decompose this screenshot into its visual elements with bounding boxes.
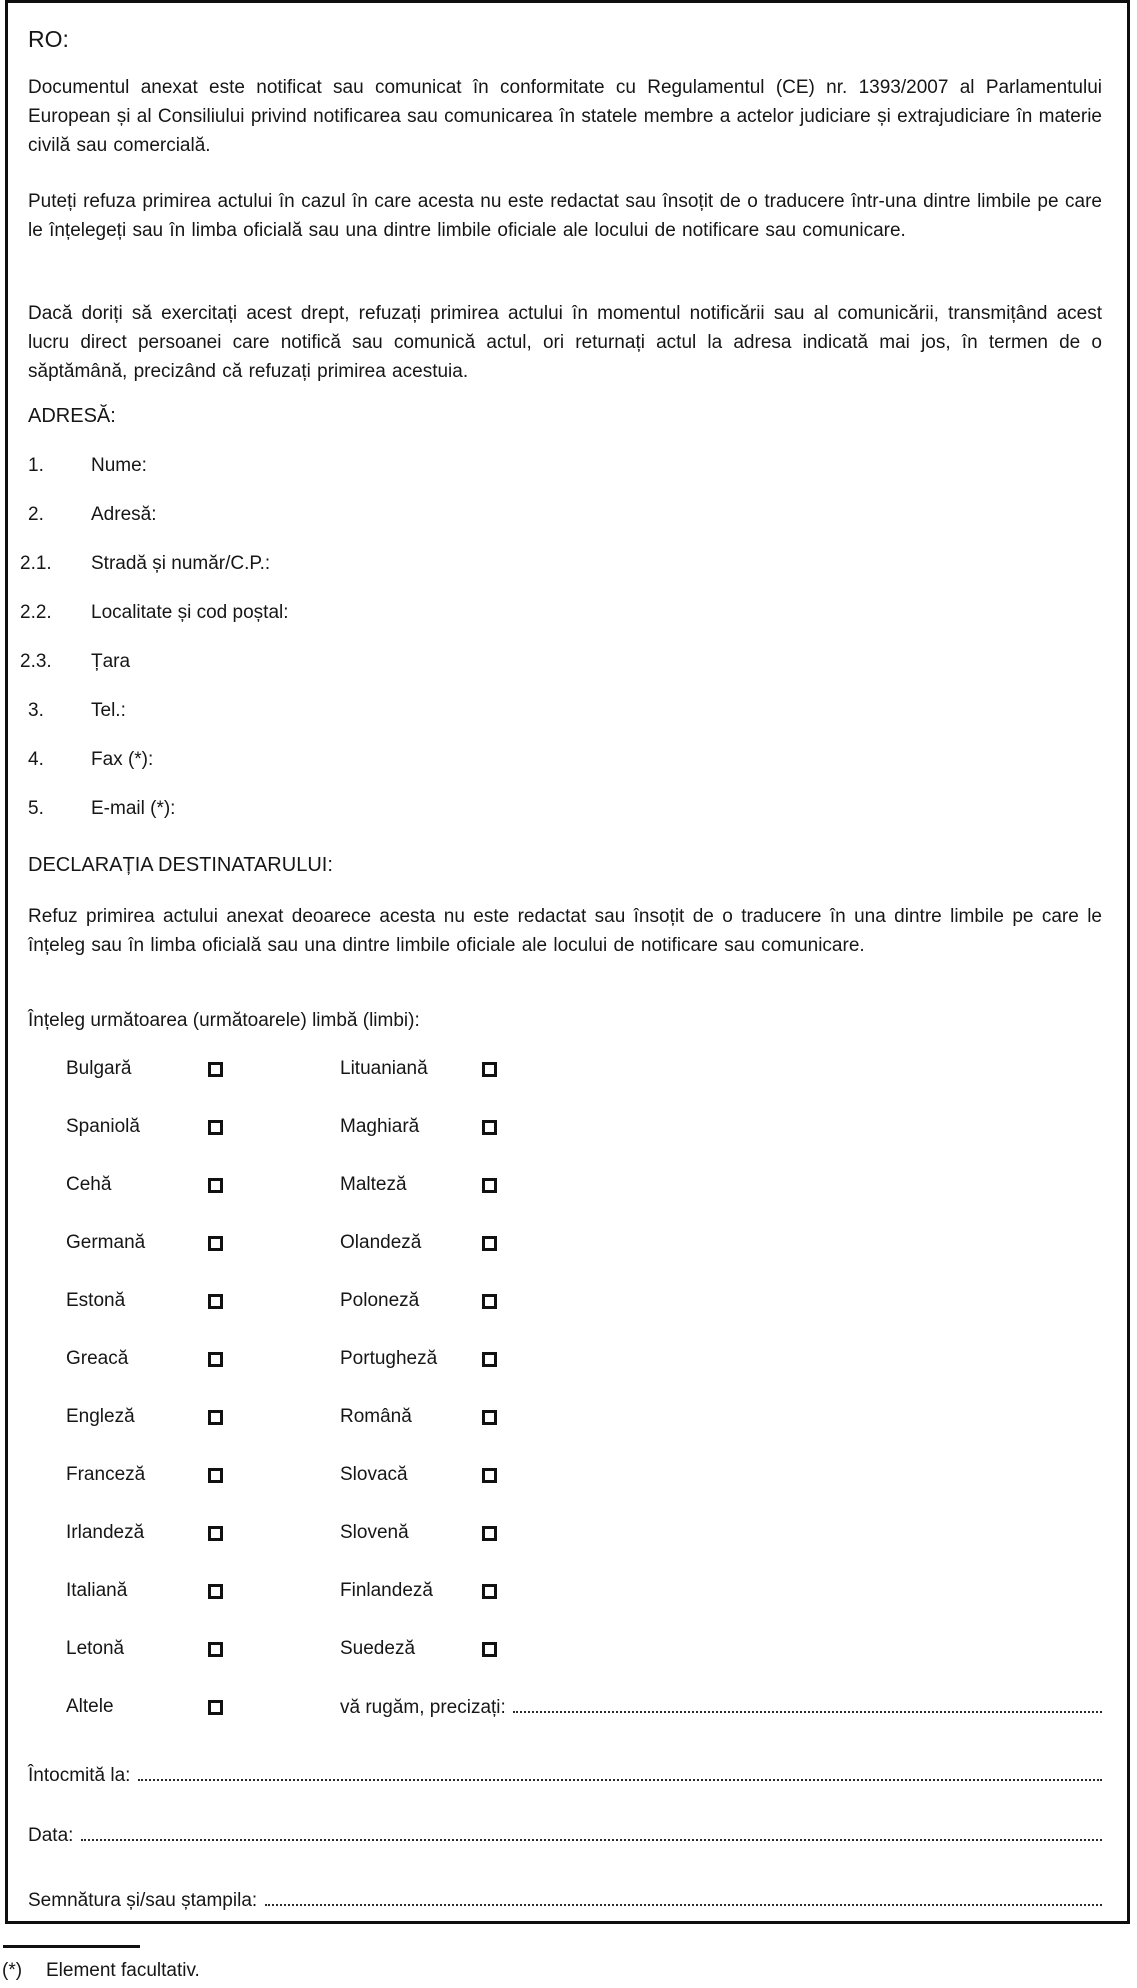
dotted-line[interactable]	[81, 1819, 1102, 1841]
address-item-label: Nume:	[91, 455, 147, 476]
languages-intro: Înțeleg următoarea (următoarele) limbă (limbi):	[28, 1010, 420, 1031]
language-checkbox[interactable]	[482, 1642, 497, 1657]
address-item-label: Țara	[91, 651, 131, 672]
language-label: Estonă	[66, 1290, 126, 1311]
language-checkbox[interactable]	[208, 1062, 223, 1077]
language-checkbox[interactable]	[482, 1352, 497, 1367]
language-row	[66, 1463, 1102, 1487]
address-item	[28, 794, 1102, 823]
language-checkbox[interactable]	[208, 1294, 223, 1309]
field-label: Semnătura și/sau ștampila:	[28, 1890, 258, 1911]
language-checkbox[interactable]	[482, 1468, 497, 1483]
other-specify-dotted-line[interactable]	[513, 1695, 1102, 1713]
language-checkbox[interactable]	[482, 1236, 497, 1251]
language-label: Altele	[66, 1696, 114, 1717]
address-item-number: 2.3.	[20, 651, 52, 672]
language-label: Cehă	[66, 1174, 112, 1195]
intro-paragraph-3: Dacă doriți să exercitați acest drept, refuzați primirea actului în momentul notificării sau al comunicării, transmițând acest lucru direct persoanei care notifică sau comunică actul, ori returnați actul la adresa indicată mai jos, în termen de o săptămână, precizând că refuzați primirea acestuia.	[28, 303, 1102, 382]
address-item-number: 5.	[28, 798, 44, 819]
language-code-heading: RO:	[28, 26, 69, 52]
language-label: Germană	[66, 1232, 146, 1253]
language-label: Română	[340, 1406, 412, 1427]
address-item	[20, 549, 1102, 578]
dotted-line[interactable]	[138, 1759, 1102, 1781]
field-label: Data:	[28, 1825, 74, 1846]
address-item-number: 2.2.	[20, 602, 52, 623]
address-heading: ADRESĂ:	[28, 405, 116, 427]
language-label: Malteză	[340, 1174, 407, 1195]
language-label: Olandeză	[340, 1232, 422, 1253]
language-label: Slovacă	[340, 1464, 408, 1485]
language-checkbox-grid	[28, 1057, 1102, 1719]
footnote-text: Element facultativ.	[46, 1960, 200, 1981]
address-item-number: 1.	[28, 455, 44, 476]
address-item	[28, 696, 1102, 725]
language-label: Suedeză	[340, 1638, 416, 1659]
drawn-up-at-field	[28, 1759, 1102, 1790]
address-item-label: E-mail (*):	[91, 798, 176, 819]
language-checkbox[interactable]	[482, 1294, 497, 1309]
language-checkbox[interactable]	[208, 1584, 223, 1599]
address-item-number: 4.	[28, 749, 44, 770]
other-specify-label: vă rugăm, precizați:	[340, 1696, 506, 1718]
language-checkbox[interactable]	[208, 1642, 223, 1657]
language-label: Italiană	[66, 1580, 128, 1601]
address-item-label: Tel.:	[91, 700, 126, 721]
language-label: Spaniolă	[66, 1116, 140, 1137]
address-item-number: 2.1.	[20, 553, 52, 574]
footnote-separator	[3, 1945, 140, 1948]
intro-paragraph-2: Puteți refuza primirea actului în cazul în care acesta nu este redactat sau însoțit de o traducere într-una dintre limbile pe care le înțelegeți sau în limba oficială sau una dintre limbile oficiale ale locului de notificare sau comunicare.	[28, 191, 1102, 241]
language-row	[66, 1057, 1102, 1081]
address-item	[28, 745, 1102, 774]
language-label: Slovenă	[340, 1522, 409, 1543]
language-checkbox[interactable]	[482, 1584, 497, 1599]
language-label: Poloneză	[340, 1290, 420, 1311]
language-row	[66, 1173, 1102, 1197]
address-item-number: 2.	[28, 504, 44, 525]
other-specify	[340, 1695, 1102, 1720]
language-label: Irlandeză	[66, 1522, 145, 1543]
language-label: Letonă	[66, 1638, 125, 1659]
address-item	[20, 598, 1102, 627]
language-label: Engleză	[66, 1406, 135, 1427]
language-checkbox[interactable]	[208, 1526, 223, 1541]
language-label: Finlandeză	[340, 1580, 433, 1601]
language-checkbox[interactable]	[208, 1178, 223, 1193]
language-row	[66, 1289, 1102, 1313]
dotted-line[interactable]	[265, 1884, 1102, 1906]
language-row	[66, 1347, 1102, 1371]
language-row-other	[66, 1695, 1102, 1719]
language-checkbox[interactable]	[208, 1700, 223, 1715]
language-checkbox[interactable]	[208, 1236, 223, 1251]
form-border-box	[5, 0, 1130, 1924]
address-item	[20, 647, 1102, 676]
language-label: Bulgară	[66, 1058, 132, 1079]
intro-paragraph-1: Documentul anexat este notificat sau comunicat în conformitate cu Regulamentul (CE) nr. 1393/2007 al Parlamentului European și al Consiliului privind notificarea sau comunicarea în statele membre a actelor judiciare și extrajudiciare în materie civilă sau comercială.	[28, 77, 1102, 156]
footnote	[2, 1956, 1137, 1985]
language-checkbox[interactable]	[208, 1352, 223, 1367]
address-item-number: 3.	[28, 700, 44, 721]
language-row	[66, 1521, 1102, 1545]
language-row	[66, 1231, 1102, 1255]
date-field	[28, 1819, 1102, 1850]
language-label: Franceză	[66, 1464, 146, 1485]
address-item	[28, 500, 1102, 529]
language-label: Maghiară	[340, 1116, 420, 1137]
language-checkbox[interactable]	[482, 1120, 497, 1135]
footnote-marker: (*)	[2, 1960, 23, 1981]
language-checkbox[interactable]	[208, 1468, 223, 1483]
language-row	[66, 1115, 1102, 1139]
signature-field	[28, 1884, 1102, 1915]
language-checkbox[interactable]	[482, 1526, 497, 1541]
declaration-heading: DECLARAȚIA DESTINATARULUI:	[28, 854, 333, 876]
language-checkbox[interactable]	[208, 1120, 223, 1135]
language-checkbox[interactable]	[482, 1410, 497, 1425]
language-row	[66, 1579, 1102, 1603]
language-label: Portugheză	[340, 1348, 438, 1369]
language-checkbox[interactable]	[208, 1410, 223, 1425]
language-label: Lituaniană	[340, 1058, 428, 1079]
language-label: Greacă	[66, 1348, 129, 1369]
address-item-label: Adresă:	[91, 504, 157, 525]
field-label: Întocmită la:	[28, 1765, 131, 1786]
address-item-label: Localitate și cod poștal:	[91, 602, 289, 623]
address-item	[28, 451, 1102, 480]
address-item-label: Fax (*):	[91, 749, 154, 770]
language-checkbox[interactable]	[482, 1062, 497, 1077]
language-row	[66, 1405, 1102, 1429]
address-item-label: Stradă și număr/C.P.:	[91, 553, 271, 574]
declaration-paragraph: Refuz primirea actului anexat deoarece acesta nu este redactat sau însoțit de o traducere în una dintre limbile pe care le înțeleg sau în limba oficială sau una dintre limbile oficiale ale locului de notificare sau comunicare.	[28, 906, 1102, 956]
language-row	[66, 1637, 1102, 1661]
language-checkbox[interactable]	[482, 1178, 497, 1193]
